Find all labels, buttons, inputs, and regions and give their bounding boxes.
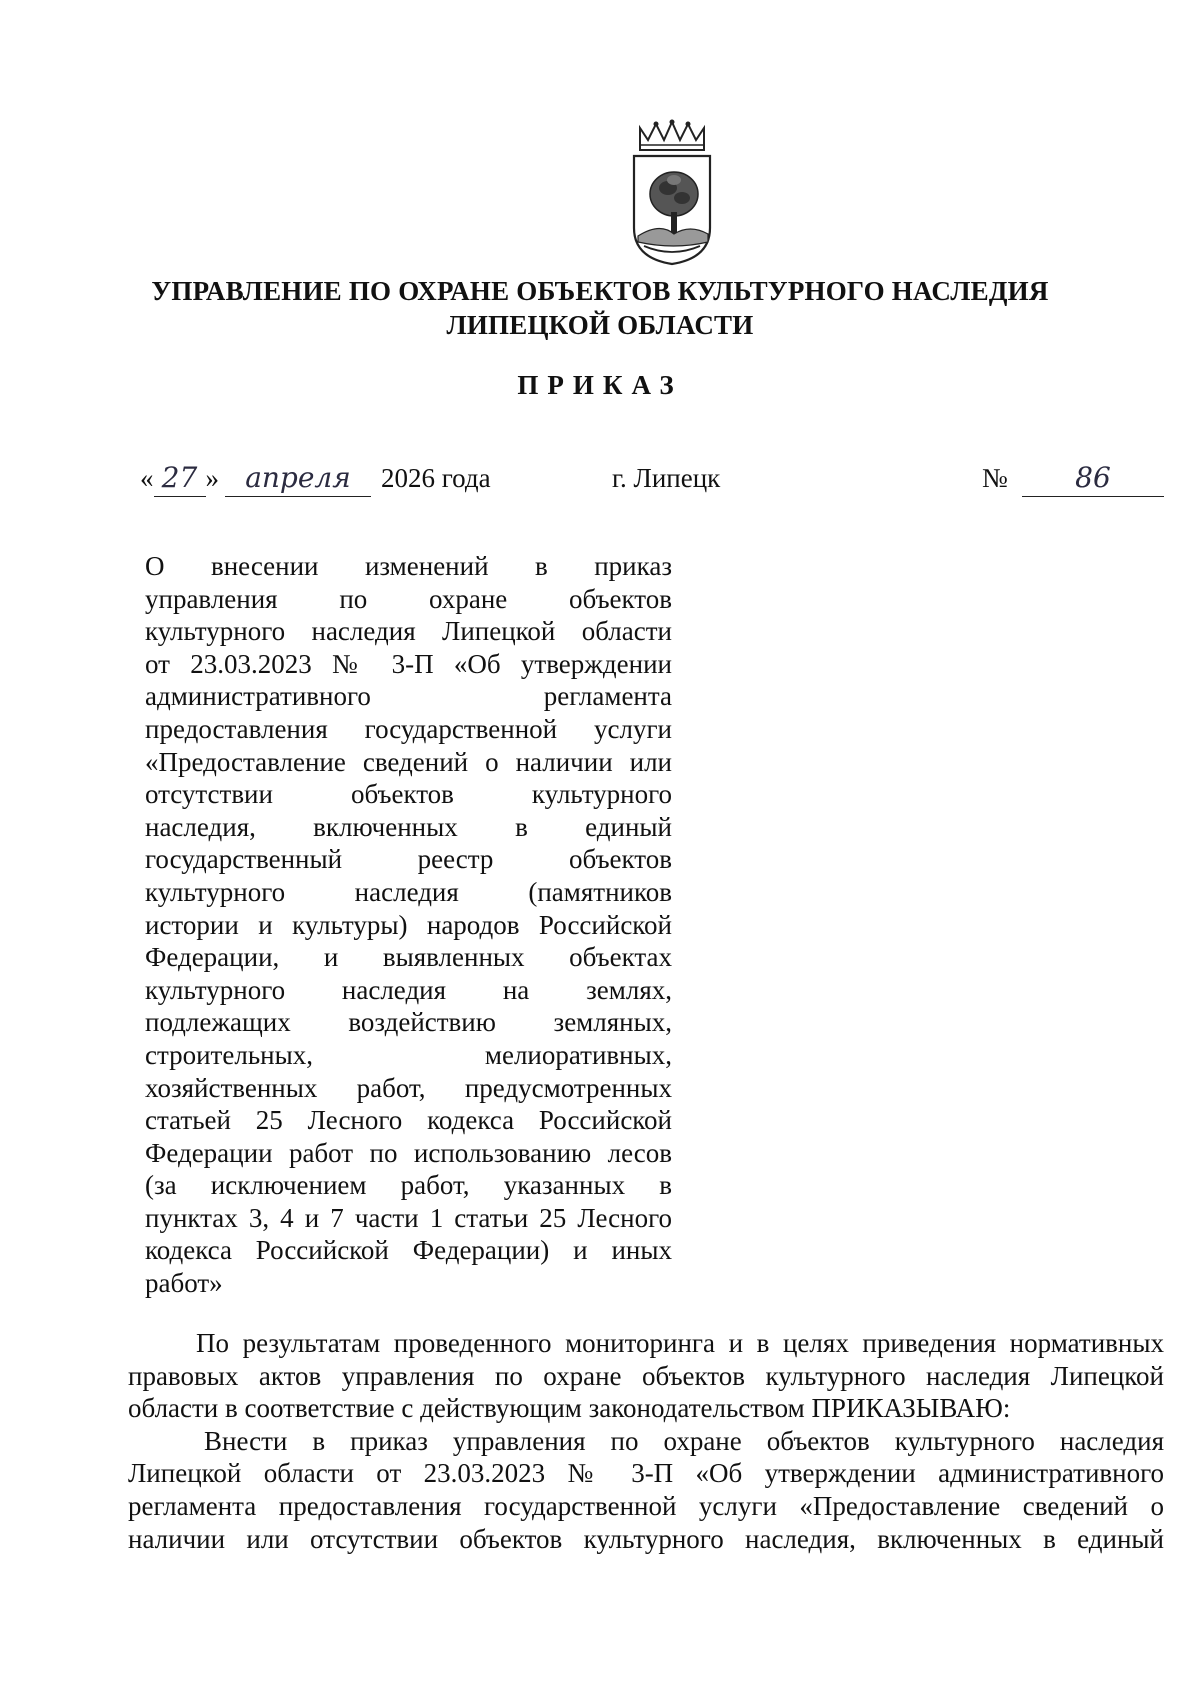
subject-line: пунктах 3, 4 и 7 части 1 статьи 25 Лесного <box>145 1202 672 1233</box>
document-type-title: ПРИКАЗ <box>517 370 683 400</box>
handwritten-number: 86 <box>1022 460 1164 497</box>
document-number <box>1022 460 1164 497</box>
document-date <box>140 460 491 497</box>
subject-line: культурного наследия Липецкой области <box>145 616 672 647</box>
order-body <box>128 1327 1164 1555</box>
lipetsk-coat-of-arms-emblem <box>630 118 714 268</box>
subject-line: предоставления государственной услуги <box>145 713 672 744</box>
subject-line: административного регламента <box>145 681 672 712</box>
body-line: правовых актов управления по охране объектов культурного наследия Липецкой <box>128 1360 1164 1391</box>
handwritten-day: 27 <box>154 460 206 497</box>
subject-line: государственный реестр объектов <box>145 844 672 875</box>
subject-line: Федерации, и выявленных объектах <box>145 942 672 973</box>
document-city: г. Липецк <box>612 463 721 493</box>
document-number-label: № <box>982 463 1008 493</box>
subject-line: кодекса Российской Федерации) и иных <box>145 1235 672 1266</box>
subject-line: подлежащих воздействию земляных, <box>145 1007 672 1038</box>
subject-line: (за исключением работ, указанных в <box>145 1170 672 1201</box>
body-line: регламента предоставления государственной услуги «Предоставление сведений о <box>128 1490 1164 1521</box>
subject-line: Федерации работ по использованию лесов <box>145 1137 672 1168</box>
subject-block <box>145 550 672 1300</box>
subject-line: строительных, мелиоративных, <box>145 1039 672 1070</box>
subject-line: культурного наследия на землях, <box>145 974 672 1005</box>
date-quote-close: » <box>205 463 219 493</box>
subject-line: работ» <box>145 1268 223 1299</box>
date-year: 2026 года <box>381 463 491 493</box>
date-quote-open: « <box>140 463 154 493</box>
body-line: Липецкой области от 23.03.2023 № 3-П «Об утверждении административного <box>128 1458 1164 1489</box>
body-line: По результатам проведенного мониторинга и в целях приведения нормативных <box>196 1328 1164 1358</box>
body-paragraph-1 <box>128 1327 1164 1425</box>
subject-line: О внесении изменений в приказ <box>145 551 672 581</box>
subject-line: хозяйственных работ, предусмотренных <box>145 1072 672 1103</box>
body-line: наличии или отсутствии объектов культурного наследия, включенных в единый <box>128 1523 1164 1554</box>
subject-line: «Предоставление сведений о наличии или <box>145 746 672 777</box>
body-line: области в соответствие с действующим законодательством ПРИКАЗЫВАЮ: <box>128 1393 1011 1424</box>
subject-line: истории и культуры) народов Российской <box>145 909 672 940</box>
org-name-line-2: ЛИПЕЦКОЙ ОБЛАСТИ <box>446 310 754 340</box>
subject-line: от 23.03.2023 № 3-П «Об утверждении <box>145 648 672 679</box>
subject-line: отсутствии объектов культурного <box>145 779 672 810</box>
body-paragraph-2 <box>128 1425 1164 1555</box>
subject-line: культурного наследия (памятников <box>145 876 672 907</box>
subject-line: наследия, включенных в единый <box>145 811 672 842</box>
subject-line: статьей 25 Лесного кодекса Российской <box>145 1105 672 1136</box>
org-name-line-1: УПРАВЛЕНИЕ ПО ОХРАНЕ ОБЪЕКТОВ КУЛЬТУРНОГО НАСЛЕДИЯ <box>151 276 1049 306</box>
subject-line: управления по охране объектов <box>145 583 672 614</box>
handwritten-month: апреля <box>225 460 371 497</box>
body-line: Внести в приказ управления по охране объектов культурного наследия <box>204 1425 1164 1456</box>
